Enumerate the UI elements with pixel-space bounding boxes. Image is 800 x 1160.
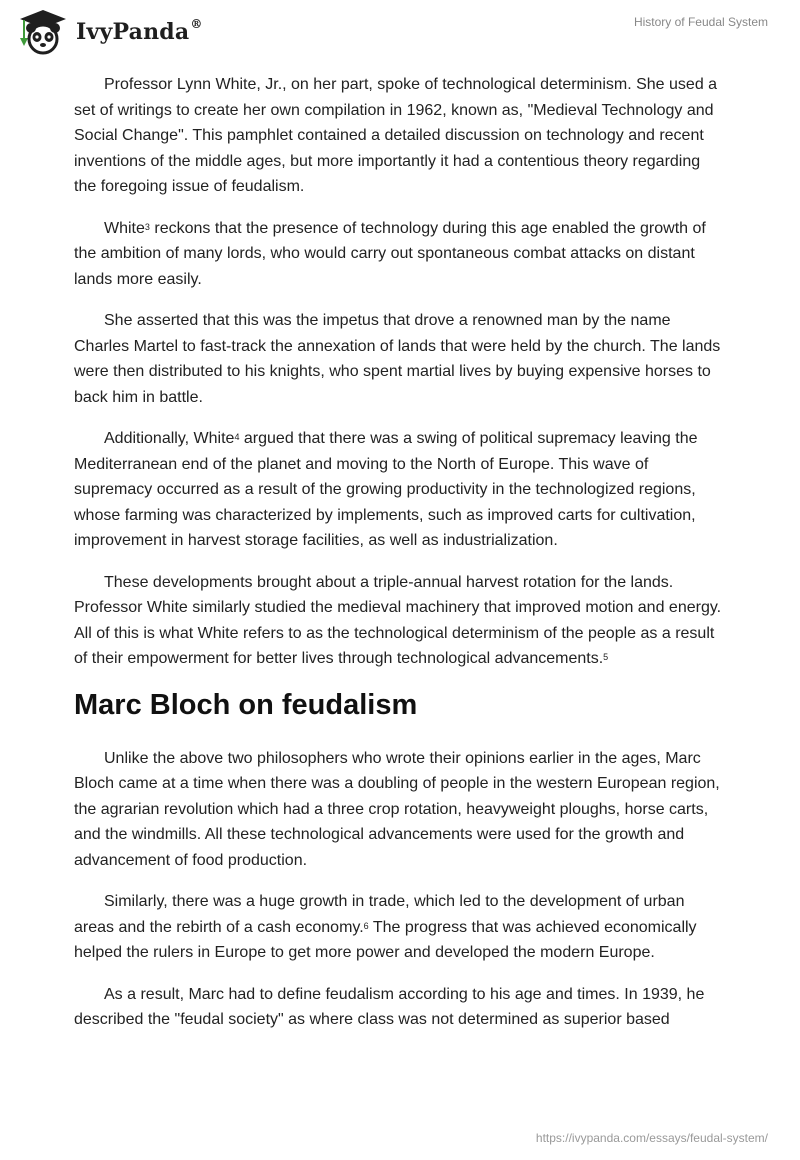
paragraph bbox=[74, 72, 726, 200]
paragraph-text: As a result, Marc had to define feudalism according to his age and times. In 1939, he described the "feudal society" as where class was not determined as superior based bbox=[74, 985, 705, 1028]
brand-name: IvyPanda® bbox=[76, 17, 203, 45]
footnote-ref: 5 bbox=[603, 652, 609, 662]
paragraph-text: These developments brought about a triple-annual harvest rotation for the lands. Professor White similarly studied the medieval machinery that improved motion and energy. All of this is what White refers to as the technological determinism of the people as a result of their empowerment for better lives through technological advancements. bbox=[74, 573, 722, 667]
paragraph-text: argued that there was a swing of political supremacy leaving the Mediterranean end of the planet and moving to the North of Europe. This wave of supremacy occurred as a result of the growing productivity in the technologized regions, whose farming was characterized by implements, such as improved carts for cultivation, improvement in harvest storage facilities, as well as industrialization. bbox=[74, 430, 698, 549]
page-header bbox=[0, 0, 800, 60]
footnote-ref: 6 bbox=[363, 920, 369, 931]
essay-body bbox=[74, 72, 726, 1049]
paragraph-text: She asserted that this was the impetus that drove a renowned man by the name Charles Martel to fast-track the annexation of lands that were held by the church. The lands were then distributed to his knights, who spent martial lives by buying expensive horses to back him in battle. bbox=[74, 312, 721, 406]
paragraph-text: The progress that was achieved economically helped the rulers in Europe to get more power and developed the modern Europe. bbox=[74, 918, 697, 961]
paragraph-text: Unlike the above two philosophers who wrote their opinions earlier in the ages, Marc Bloch came at a time when there was a doubling of people in the western European region, the agrarian revolution which had a three crop rotation, heavyweight ploughs, horse carts, and the windmills. All these technological advancements were used for the growth and advancement of food production. bbox=[74, 749, 720, 869]
paragraph bbox=[74, 982, 726, 1033]
footnote-ref: 4 bbox=[234, 432, 240, 442]
paragraph-text: Similarly, there was a huge growth in trade, which led to the development of urban areas and the rebirth of a cash economy. bbox=[74, 893, 685, 936]
footnote-ref: 3 bbox=[144, 221, 150, 232]
paragraph-text: White bbox=[104, 219, 145, 237]
paragraph-text: Additionally, White bbox=[104, 430, 235, 447]
section-heading: Marc Bloch on feudalism bbox=[74, 688, 418, 721]
paragraph bbox=[74, 308, 726, 410]
section-intro bbox=[74, 72, 726, 672]
panda-graduate-icon bbox=[16, 8, 70, 56]
paragraph bbox=[74, 216, 726, 293]
brand-logo[interactable] bbox=[16, 8, 203, 56]
paragraph bbox=[74, 889, 726, 966]
section-marc-bloch bbox=[74, 746, 726, 1033]
document-title: History of Feudal System bbox=[633, 15, 768, 29]
paragraph bbox=[74, 746, 726, 874]
paragraph-text: Professor Lynn White, Jr., on her part, spoke of technological determinism. She used a set of writings to create her own compilation in 1962, known as, "Medieval Technology and Social Change". This pamphlet contained a detailed discussion on technology and recent inventions of the middle ages, but more importantly it had a contentious theory regarding the foregoing issue of feudalism. bbox=[74, 76, 718, 195]
paragraph bbox=[74, 570, 726, 672]
source-url[interactable]: https://ivypanda.com/essays/feudal-system/ bbox=[535, 1131, 768, 1145]
paragraph bbox=[74, 426, 726, 554]
paragraph-text: reckons that the presence of technology during this age enabled the growth of the ambition of many lords, who would carry out spontaneous combat attacks on distant lands more easily. bbox=[74, 219, 706, 288]
